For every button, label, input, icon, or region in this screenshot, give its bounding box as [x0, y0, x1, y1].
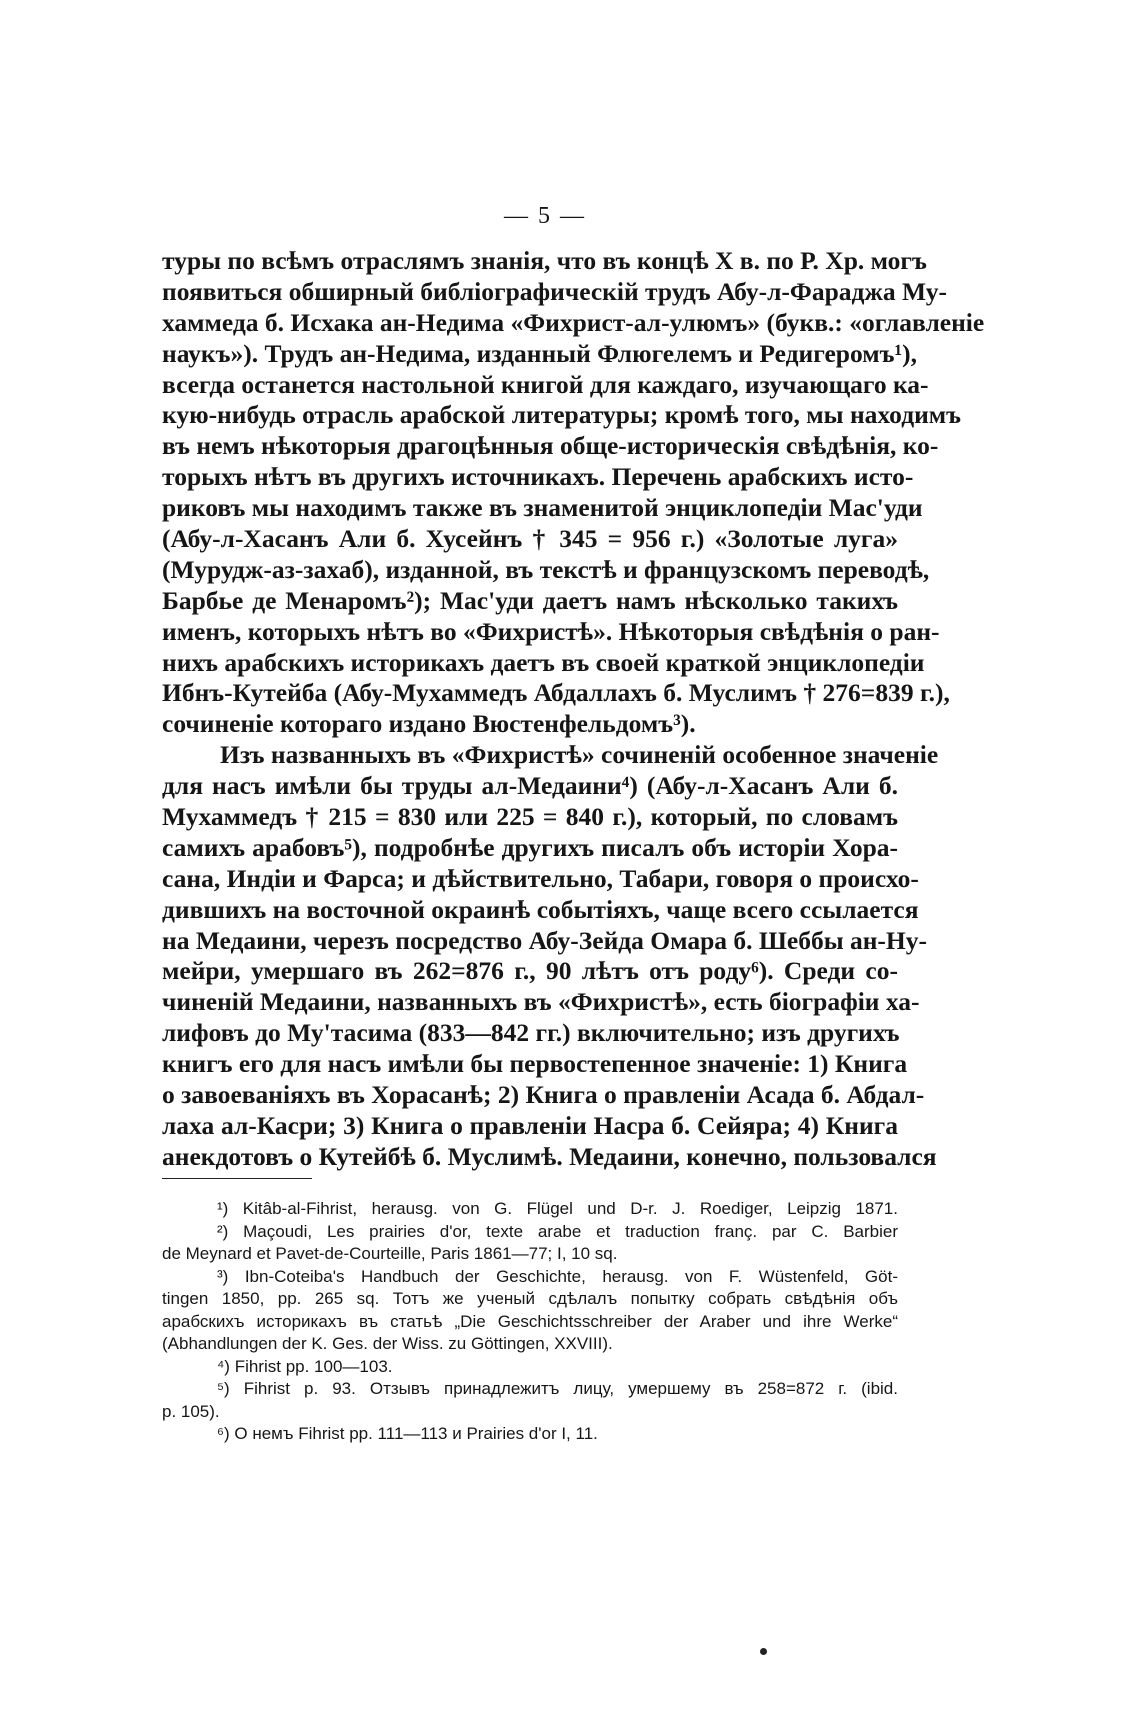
text-line: (Мурудж-аз-захаб), изданной, въ текстѣ и французскомъ переводѣ, — [162, 554, 930, 584]
footnote-line: ¹) Kitâb-al-Fihrist, herausg. von G. Flügel und D-r. J. Roediger, Leipzig 1871. — [217, 1199, 898, 1218]
text-line: дившихъ на восточной окраинѣ событіяхъ, чаще всего ссылается — [162, 894, 919, 924]
footnote-line: de Meynard et Pavet-de-Courteille, Paris 1861—77; I, 10 sq. — [162, 1244, 618, 1263]
text-line: на Медаини, черезъ посредство Абу-Зейда Омара б. Шеббы ан-Ну- — [162, 925, 927, 955]
text-line: туры по всѣмъ отраслямъ знанія, что въ концѣ X в. по Р. Хр. могъ — [162, 246, 927, 275]
text-line: сочиненіе котораго издано Вюстенфельдомъ³). — [162, 709, 696, 739]
text-line: риковъ мы находимъ также въ знаменитой энциклопедіи Мас'уди — [162, 493, 923, 523]
text-line: чиненій Медаини, названныхъ въ «Фихристѣ», есть біографіи ха- — [162, 987, 920, 1017]
text-line: хаммеда б. Исхака ан-Недима «Фихрист-ал-улюмъ» (букв.: «оглавленіе — [162, 307, 985, 337]
text-line: мейри, умершаго въ 262=876 г., 90 лѣтъ отъ роду⁶). Среди со- — [162, 956, 898, 986]
footnote-line: арабскихъ историкахъ въ статьѣ „Die Geschichtsschreiber der Araber und ihre Werke“ — [162, 1311, 898, 1331]
text-line: Ибнъ-Кутейба (Абу-Мухаммедъ Абдаллахъ б. Муслимъ † 276=839 г.), — [162, 678, 950, 708]
footnote-divider — [162, 1178, 312, 1179]
footnote-line: p. 105). — [162, 1401, 220, 1421]
text-line: торыхъ нѣтъ въ другихъ источникахъ. Перечень арабскихъ исто- — [162, 462, 914, 492]
text-line: наукъ»). Трудъ ан-Недима, изданный Флюгелемъ и Редигеромъ¹), — [162, 338, 918, 368]
ink-dot — [760, 1648, 767, 1655]
page-number: — 5 — — [504, 203, 586, 229]
text-line: для насъ имѣли бы труды ал-Медаини⁴) (Абу-л-Хасанъ Али б. — [162, 771, 898, 801]
footnote-line: ³) Ibn-Coteiba's Handbuch der Geschichte, herausg. von F. Wüstenfeld, Göt- — [217, 1266, 898, 1286]
text-line: въ немъ нѣкоторыя драгоцѣнныя обще-историческія свѣдѣнія, ко- — [162, 431, 939, 461]
text-line: нихъ арабскихъ историкахъ даетъ въ своей краткой энциклопедіи — [162, 647, 925, 677]
main-text — [162, 246, 985, 1173]
text-line: Изъ названныхъ въ «Фихристѣ» сочиненій особенное значеніе — [220, 740, 939, 770]
text-line: Барбье де Менаромъ²); Мас'уди даетъ намъ нѣсколько такихъ — [162, 585, 898, 615]
text-line: кую-нибудь отрасль арабской литературы; кромѣ того, мы находимъ — [162, 400, 962, 430]
text-line: лаха ал-Касри; 3) Книга о правленіи Насра б. Сейяра; 4) Книга — [162, 1110, 898, 1140]
footnote-line: tingen 1850, pp. 265 sq. Тотъ же ученый сдѣлалъ попытку собрать свѣдѣнія объ — [162, 1289, 898, 1308]
footnote-line: ⁴) Fihrist pp. 100—103. — [217, 1356, 393, 1376]
text-line: самихъ арабовъ⁵), подробнѣе другихъ писалъ объ исторіи Хора- — [162, 832, 898, 862]
footnote-line: ⁵) Fihrist p. 93. Отзывъ принадлежитъ лицу, умершему въ 258=872 г. (ibid. — [217, 1379, 898, 1398]
footnotes — [162, 1198, 898, 1446]
text-line: о завоеваніяхъ въ Хорасанѣ; 2) Книга о правленіи Асада б. Абдал- — [162, 1080, 925, 1110]
text-line: лифовъ до Му'тасима (833—842 гг.) включительно; изъ другихъ — [162, 1018, 900, 1048]
text-line: именъ, которыхъ нѣтъ во «Фихристѣ». Нѣкоторыя свѣдѣнія о ран- — [162, 616, 940, 646]
footnote-line: (Abhandlungen der K. Ges. der Wiss. zu Göttingen, XXVIII). — [162, 1334, 613, 1353]
text-line: Мухаммедъ † 215 = 830 или 225 = 840 г.), который, по словамъ — [162, 802, 898, 832]
footnote-line: ²) Maçoudi, Les prairies d'or, texte arabe et traduction franç. par C. Barbier — [217, 1221, 898, 1241]
text-line: сана, Индіи и Фарса; и дѣйствительно, Табари, говоря о происхо- — [162, 863, 919, 893]
text-line: появиться обширный библіографическій трудъ Абу-л-Фараджа Му- — [162, 276, 947, 306]
text-line: книгъ его для насъ имѣли бы первостепенное значеніе: 1) Книга — [162, 1049, 908, 1079]
text-line: всегда останется настольной книгой для каждаго, изучающаго ка- — [162, 369, 929, 399]
footnote-line: ⁶) О немъ Fihrist pp. 111—113 и Prairies d'or I, 11. — [217, 1424, 598, 1443]
text-line: (Абу-л-Хасанъ Али б. Хусейнъ † 345 = 956 г.) «Золотые луга» — [162, 524, 898, 554]
text-line: анекдотовъ о Кутейбѣ б. Муслимѣ. Медаини, конечно, пользовался — [162, 1141, 937, 1171]
